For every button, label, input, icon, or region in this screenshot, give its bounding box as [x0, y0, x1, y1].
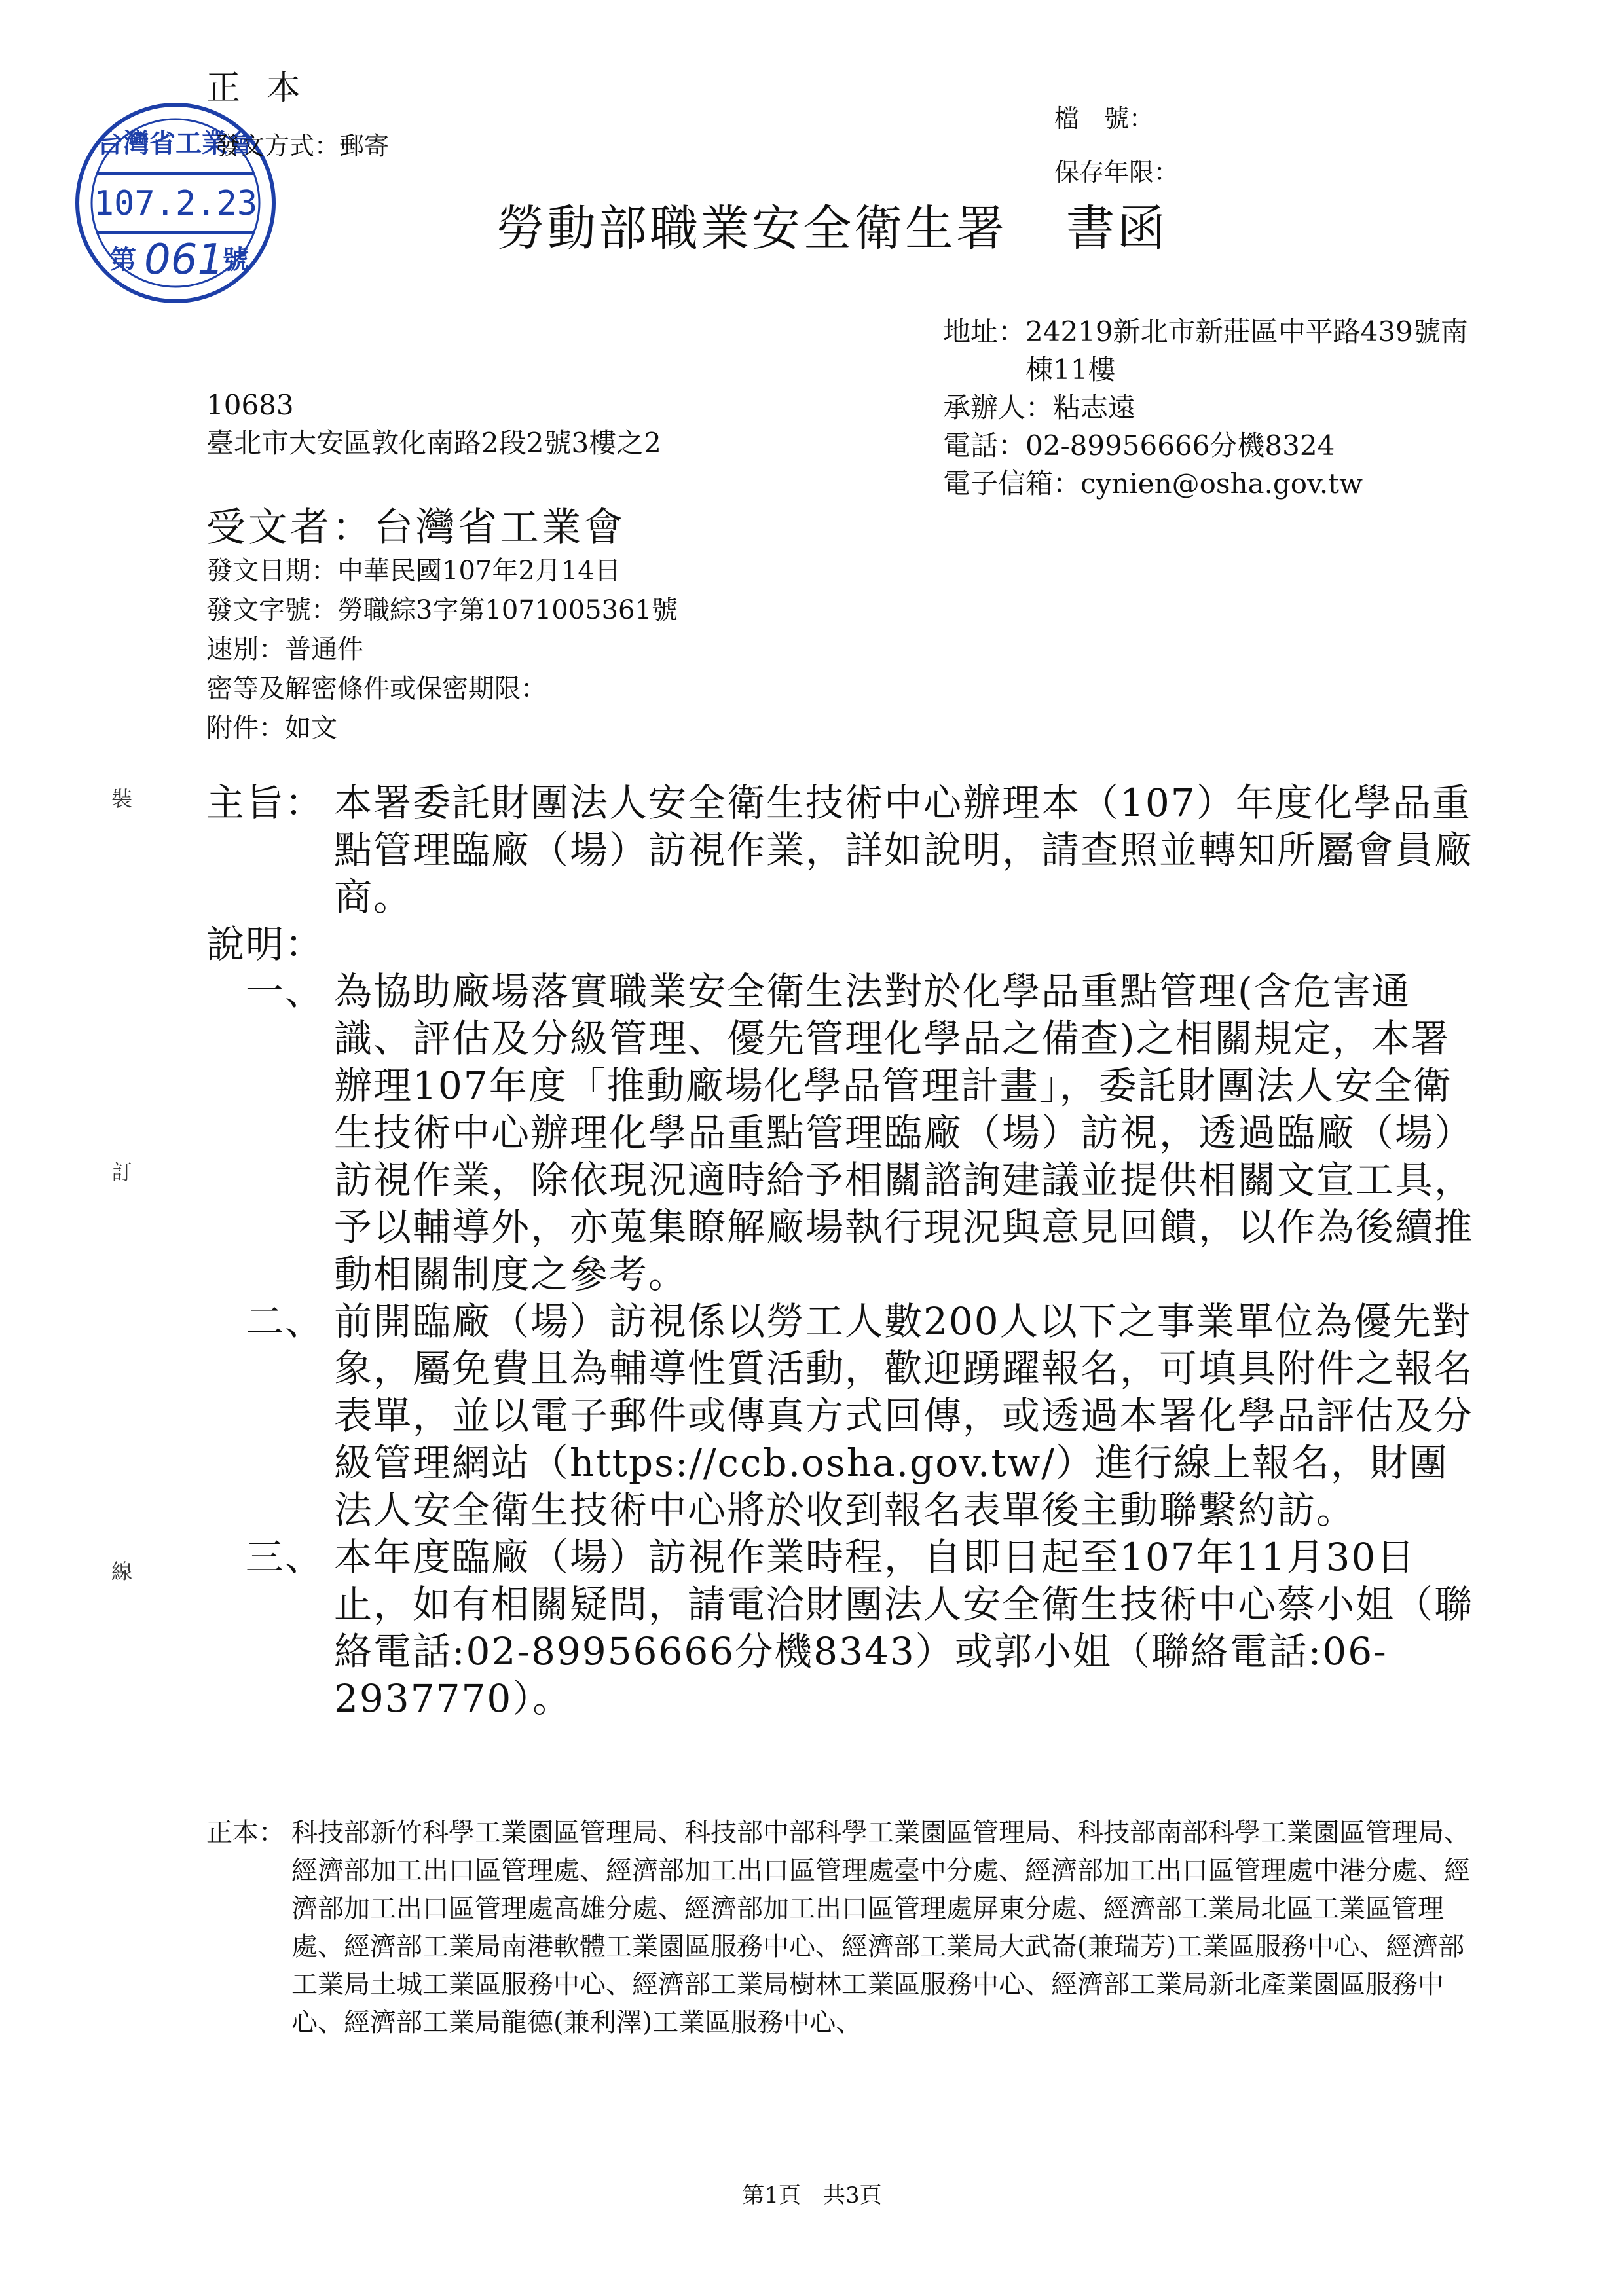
item-number: 二、	[246, 1299, 325, 1344]
svg-text:107.2.23: 107.2.23	[93, 184, 258, 223]
recipient-street-address: 臺北市大安區敦化南路2段2號3樓之2	[206, 427, 661, 459]
copy-label: 正本	[206, 69, 327, 108]
document-number: 發文字號：勞職綜3字第1071005361號	[206, 595, 678, 625]
svg-text:第: 第	[110, 244, 136, 275]
binding-mark-xian: 線	[111, 1559, 133, 1584]
postcode: 10683	[206, 389, 294, 421]
email: 電子信箱：cynien@osha.gov.tw	[943, 468, 1363, 500]
attachment: 附件：如文	[206, 713, 337, 743]
explain-item	[206, 1298, 1477, 1533]
subject-label: 主旨：	[206, 780, 325, 825]
item-number: 三、	[246, 1535, 325, 1579]
handler: 承辦人：粘志遠	[943, 392, 1136, 424]
copy-recipients-list: 科技部新竹科學工業園區管理局、科技部中部科學工業園區管理局、科技部南部科學工業園區管理局、經濟部加工出口區管理處、經濟部加工出口區管理處臺中分處、經濟部加工出口區管理處中港分處、經濟部加工出口區管理處高雄分處、經濟部加工出口區管理處屏東分處、經濟部工業局北區工業區管理處、經濟部工業局南港軟體工業園區服務中心、經濟部工業局大武崙(兼瑞芳)工業區服務中心、經濟部工業局土城工業區服務中心、經濟部工業局樹林工業區服務中心、經濟部工業局新北產業園區服務中心、經濟部工業局龍德(兼利澤)工業區服務中心、	[291, 1818, 1470, 2038]
issue-date: 發文日期：中華民國107年2月14日	[206, 556, 621, 586]
sender-contact	[943, 313, 1468, 503]
recipient: 受文者：台灣省工業會	[206, 505, 625, 551]
explain-item	[206, 1533, 1477, 1722]
item-number: 一、	[246, 969, 325, 1014]
item-text: 前開臨廠（場）訪視係以勞工人數200人以下之事業單位為優先對象，屬免費且為輔導性質活動，歡迎踴躍報名，可填具附件之報名表單，並以電子郵件或傳真方式回傳，或透過本署化學品評估及分級管理網站（https://ccb.osha.gov.tw/）進行線上報名，財團法人安全衛生技術中心將於收到報名表單後主動聯繫約訪。	[334, 1299, 1474, 1532]
recipient-address	[206, 386, 661, 462]
document-meta	[206, 551, 678, 748]
subject-text: 本署委託財團法人安全衛生技術中心辦理本（107）年度化學品重點管理臨廠（場）訪視作業，詳如說明，請查照並轉知所屬會員廠商。	[334, 780, 1474, 919]
svg-text:號: 號	[223, 244, 249, 275]
delivery-speed: 速別：普通件	[206, 634, 363, 665]
retention-label: 保存年限：	[1054, 158, 1179, 187]
explain-item	[206, 968, 1477, 1298]
sender-address-line-2: 棟11樓	[943, 354, 1116, 386]
subject	[206, 779, 1477, 921]
document-type: 書函	[1066, 200, 1168, 257]
secrecy-level: 密等及解密條件或保密期限：	[206, 674, 547, 704]
file-number-label: 檔 號：	[1054, 104, 1154, 133]
send-method: 發文方式：郵寄	[215, 132, 390, 160]
explain-label: 說明：	[206, 922, 325, 966]
phone: 電話：02-89956666分機8324	[943, 430, 1335, 462]
document-title	[496, 190, 1168, 259]
page-number: 第1頁 共3頁	[742, 2182, 882, 2209]
binding-mark-zhuang: 裝	[111, 786, 133, 811]
svg-text:061: 061	[144, 236, 225, 284]
sender-address-line-1: 地址：24219新北市新莊區中平路439號南	[943, 316, 1468, 348]
copy-recipients	[206, 1814, 1480, 2042]
item-text: 為協助廠場落實職業安全衛生法對於化學品重點管理(含危害通識、評估及分級管理、優先管理化學品之備查)之相關規定，本署辦理107年度「推動廠場化學品管理計畫」，委託財團法人安全衛生技術中心辦理化學品重點管理臨廠（場）訪視，透過臨廠（場）訪視作業，除依現況適時給予相關諮詢建議並提供相關文宣工具，予以輔導外，亦蒐集瞭解廠場執行現況與意見回饋，以作為後續推動相關制度之參考。	[334, 969, 1474, 1296]
copy-recipients-label: 正本：	[206, 1818, 285, 1848]
letter-body	[206, 779, 1477, 1722]
binding-mark-ding: 訂	[111, 1160, 133, 1184]
agency-name: 勞動部職業安全衛生署	[496, 200, 1007, 257]
svg-text:台灣省工業會: 台灣省工業會	[97, 128, 254, 158]
item-text: 本年度臨廠（場）訪視作業時程，自即日起至107年11月30日止，如有相關疑問，請電洽財團法人安全衛生技術中心蔡小姐（聯絡電話:02-89956666分機8343）或郭小姐（聯絡電話:06-2937770）。	[334, 1535, 1474, 1721]
